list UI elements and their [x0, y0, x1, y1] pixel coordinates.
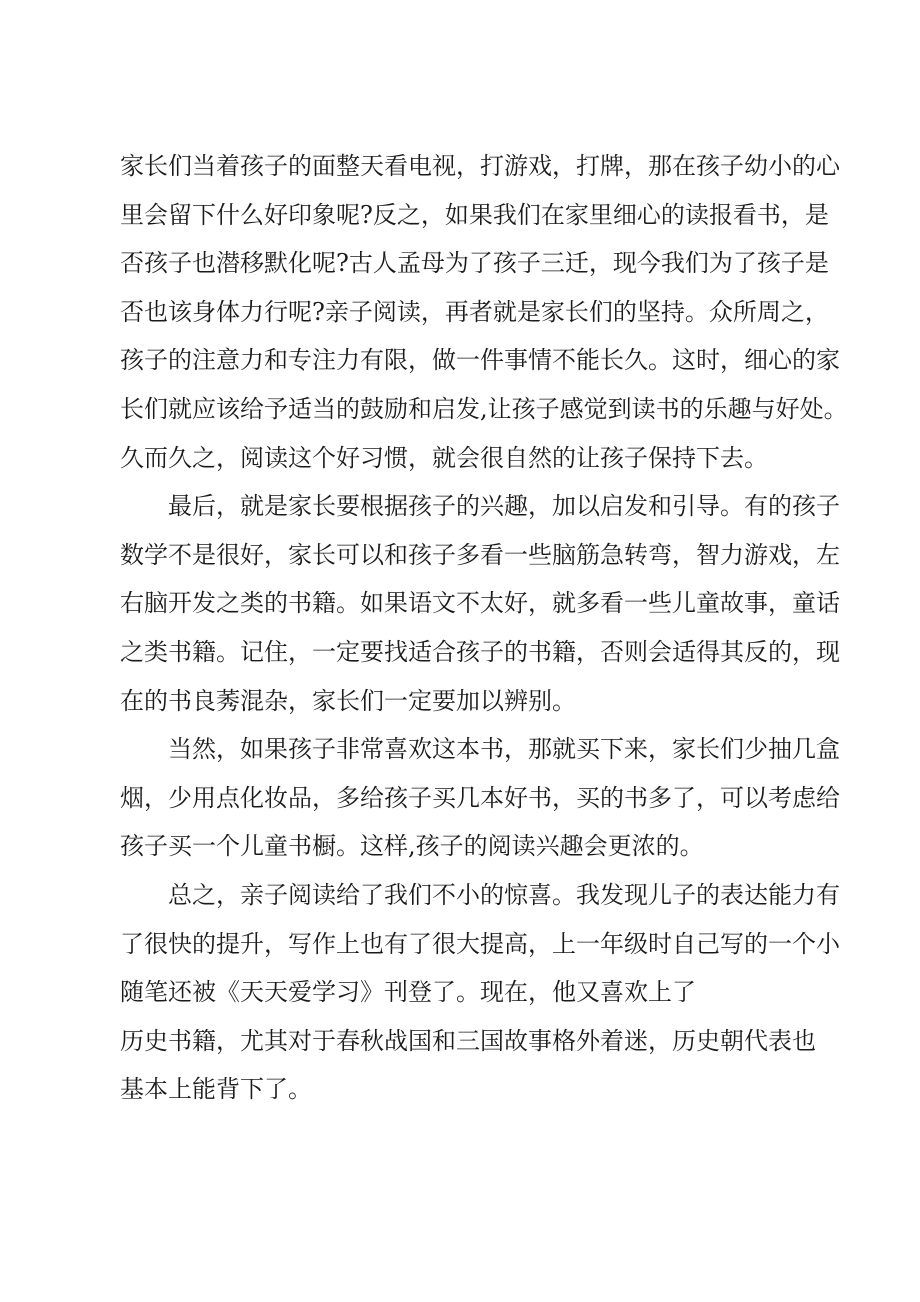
- text-line: 随笔还被《天天爱学习》刊登了。现在，他又喜欢上了: [120, 978, 696, 1007]
- text-line: 数学不是很好，家长可以和孩子多看一些脑筋急转弯，智力游戏，左: [120, 540, 840, 569]
- text-line: 之类书籍。记住，一定要找适合孩子的书籍，否则会适得其反的，现: [120, 637, 840, 666]
- text-line: 在的书良莠混杂，家长们一定要加以辨别。: [120, 686, 576, 715]
- document-body: [120, 142, 848, 1114]
- paragraph-1: [120, 142, 848, 482]
- text-line: 里会留下什么好印象呢?反之，如果我们在家里细心的读报看书，是: [120, 200, 829, 229]
- text-line: 总之，亲子阅读给了我们不小的惊喜。我发现儿子的表达能力有: [168, 880, 840, 909]
- text-line: 最后，就是家长要根据孩子的兴趣，加以启发和引导。有的孩子: [168, 492, 840, 521]
- text-line: 当然，如果孩子非常喜欢这本书，那就买下来，家长们少抽几盒: [168, 735, 840, 764]
- text-line: 久而久之，阅读这个好习惯，就会很自然的让孩子保持下去。: [120, 443, 768, 472]
- text-line: 烟，少用点化妆品，多给孩子买几本好书，买的书多了，可以考虑给: [120, 783, 840, 812]
- text-line: 孩子买一个儿童书橱。这样,孩子的阅读兴趣会更浓的。: [120, 832, 704, 861]
- text-line: 基本上能背下了。: [120, 1075, 312, 1104]
- text-line: 长们就应该给予适当的鼓励和启发,让孩子感觉到读书的乐趣与好处。: [120, 394, 848, 423]
- text-line: 了很快的提升，写作上也有了很大提高，上一年级时自己写的一个小: [120, 929, 840, 958]
- paragraph-4: [120, 871, 840, 1114]
- text-line: 右脑开发之类的书籍。如果语文不太好，就多看一些儿童故事，童话: [120, 589, 840, 618]
- text-line: 孩子的注意力和专注力有限，做一件事情不能长久。这时，细心的家: [120, 346, 840, 375]
- text-line: 否也该身体力行呢?亲子阅读，再者就是家长们的坚持。众所周之，: [120, 297, 829, 326]
- paragraph-3: [120, 725, 840, 871]
- text-line: 否孩子也潜移默化呢?古人孟母为了孩子三迁，现今我们为了孩子是: [120, 249, 829, 278]
- text-line: 历史书籍，尤其对于春秋战国和三国故事格外着迷，历史朝代表也: [120, 1026, 816, 1055]
- text-line: 家长们当着孩子的面整天看电视，打游戏，打牌，那在孩子幼小的心: [120, 152, 840, 180]
- paragraph-2: [120, 482, 840, 725]
